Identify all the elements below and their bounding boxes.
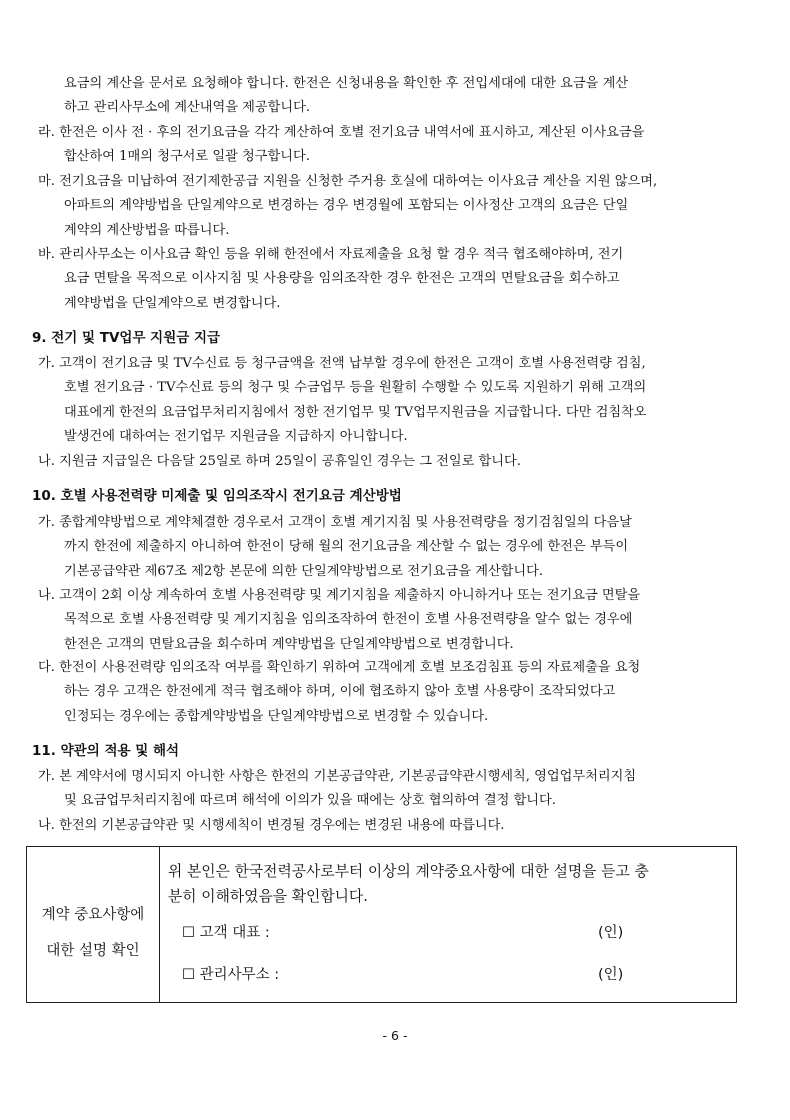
- section-11-title: 11. 약관의 적용 및 해석: [32, 743, 180, 759]
- text-line: 요금 면탈을 목적으로 이사지침 및 사용량을 임의조작한 경우 한전은 고객의 면탈요금을 회수하고: [64, 271, 620, 287]
- text-line: 기본공급약관 제67조 제2항 본문에 의한 단일계약방법으로 전기요금을 계산합니다.: [64, 563, 544, 579]
- section-9-item-na: [38, 450, 738, 474]
- text-line: 가. 종합계약방법으로 계약체결한 경우로서 고객이 호별 계기지침 및 사용전력량을 정기검침일의 다음날: [38, 515, 632, 530]
- text-line: 바. 관리사무소는 이사요금 확인 등을 위해 한전에서 자료제출을 요청 할 경우 적극 협조해야하며, 전기: [38, 247, 624, 262]
- customer-representative-label: 고객 대표 :: [199, 925, 270, 941]
- text-line: 목적으로 호별 사용전력량 및 계기지침을 임의조작하여 한전이 호별 사용전력량을 알수 없는 경우에: [64, 612, 633, 628]
- paragraph-ma: [38, 170, 738, 243]
- section-11-item-na: [38, 814, 738, 838]
- text-line: 인정되는 경우에는 종합계약방법을 단일계약방법으로 변경할 수 있습니다.: [64, 708, 489, 724]
- seal-mark: (인): [598, 967, 624, 983]
- seal-mark: (인): [598, 925, 624, 941]
- customer-signature-row: [160, 915, 736, 953]
- text-line: 발생건에 대하여는 전기업무 지원금을 지급하지 아니합니다.: [64, 429, 408, 445]
- confirmation-table: [26, 846, 737, 1003]
- page-number: - 6 -: [382, 1028, 408, 1043]
- office-signature-row: [160, 957, 736, 995]
- text-line: 까지 한전에 제출하지 아니하여 한전이 당해 월의 전기요금을 계산할 수 없는 경우에 한전은 부득이: [64, 539, 629, 555]
- text-line: 계약방법을 단일계약으로 변경합니다.: [64, 295, 281, 311]
- text-line: 나. 한전의 기본공급약관 및 시행세칙이 변경될 경우에는 변경된 내용에 따릅니다.: [38, 818, 505, 833]
- checkbox-icon[interactable]: ☐: [182, 967, 195, 983]
- paragraph-ra: [38, 121, 738, 170]
- text-line: 대표에게 한전의 요금업무처리지침에서 정한 전기업무 및 TV업무지원금을 지급합니다. 다만 검침착오: [64, 404, 647, 420]
- text-line: 하는 경우 고객은 한전에게 적극 협조해야 하며, 이에 협조하지 않아 호별 사용량이 조작되었다고: [64, 684, 616, 700]
- paragraph-ba: [38, 243, 738, 316]
- management-office-label: 관리사무소 :: [199, 967, 280, 983]
- section-9-item-ga: [38, 352, 738, 450]
- confirmation-label-cell: [27, 847, 160, 1003]
- section-9-title: 9. 전기 및 TV업무 지원금 지급: [32, 330, 221, 346]
- section-11-item-ga: [38, 765, 738, 814]
- confirmation-statement-line: 분히 이해하였음을 확인합니다.: [168, 888, 368, 905]
- text-line: 호별 전기요금 · TV수신료 등의 청구 및 수금업무 등을 원활히 수행할 수 있도록 지원하기 위해 고객의: [64, 380, 647, 396]
- confirmation-label-line: 대한 설명 확인: [46, 943, 140, 959]
- text-line: 나. 지원금 지급일은 다음달 25일로 하며 25일이 공휴일인 경우는 그 전일로 합니다.: [38, 454, 521, 469]
- text-line: 마. 전기요금을 미납하여 전기제한공급 지원을 신청한 주거용 호실에 대하여는 이사요금 계산을 지원 않으며,: [38, 174, 658, 189]
- text-line: 합산하여 1매의 청구서로 일괄 청구합니다.: [64, 149, 310, 165]
- section-10-title: 10. 호별 사용전력량 미제출 및 임의조작시 전기요금 계산방법: [32, 488, 402, 504]
- section-10-item-ga: [38, 511, 738, 584]
- text-line: 및 요금업무처리지침에 따르며 해석에 이의가 있을 때에는 상호 협의하여 결정 합니다.: [64, 793, 556, 809]
- text-line: 나. 고객이 2회 이상 계속하여 호별 사용전력량 및 계기지침을 제출하지 아니하거나 또는 전기요금 면탈을: [38, 588, 641, 603]
- confirmation-statement-line: 위 본인은 한국전력공사로부터 이상의 계약중요사항에 대한 설명을 듣고 충: [168, 863, 649, 880]
- text-line: 한전은 고객의 면탈요금을 회수하며 계약방법을 단일계약방법으로 변경합니다.: [64, 636, 514, 652]
- text-line: 아파트의 계약방법을 단일계약으로 변경하는 경우 변경월에 포함되는 이사정산 고객의 요금은 단일: [64, 198, 629, 214]
- text-line: 요금의 계산을 문서로 요청해야 합니다. 한전은 신청내용을 확인한 후 전입세대에 대한 요금을 계산: [64, 76, 629, 91]
- text-line: 가. 본 계약서에 명시되지 아니한 사항은 한전의 기본공급약관, 기본공급약관시행세칙, 영업업무처리지침: [38, 769, 637, 784]
- checkbox-icon[interactable]: ☐: [182, 925, 195, 941]
- section-10-item-da: [38, 656, 738, 729]
- confirmation-label-line: 계약 중요사항에: [41, 907, 145, 923]
- text-line: 라. 한전은 이사 전 · 후의 전기요금을 각각 계산하여 호별 전기요금 내역서에 표시하고, 계산된 이사요금을: [38, 125, 645, 140]
- text-line: 하고 관리사무소에 계산내역을 제공합니다.: [64, 100, 311, 116]
- paragraph-continued: [38, 72, 738, 121]
- confirmation-statement-cell: [160, 847, 737, 1003]
- text-line: 계약의 계산방법을 따릅니다.: [64, 222, 230, 238]
- text-line: 가. 고객이 전기요금 및 TV수신료 등 청구금액을 전액 납부할 경우에 한전은 고객이 호별 사용전력량 검침,: [38, 356, 646, 371]
- section-10-item-na: [38, 584, 738, 657]
- text-line: 다. 한전이 사용전력량 임의조작 여부를 확인하기 위하여 고객에게 호별 보조검침표 등의 자료제출을 요청: [38, 660, 641, 675]
